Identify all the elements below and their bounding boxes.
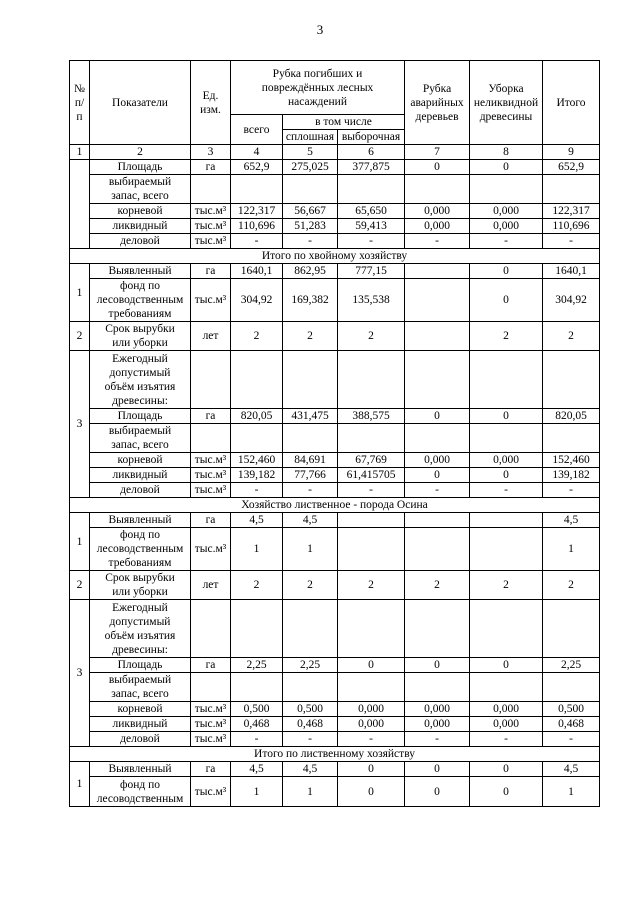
unit-cell: тыс.м³ [191, 279, 231, 322]
value-cell-c5: 862,95 [283, 264, 338, 279]
value-cell-c4: 139,182 [231, 468, 283, 483]
value-cell-c5: 2,25 [283, 658, 338, 673]
value-cell-c4 [231, 175, 283, 204]
value-cell-c7: 2 [405, 571, 470, 600]
value-cell-c7 [405, 600, 470, 658]
unit-cell: га [191, 160, 231, 175]
value-cell-c8: 0 [470, 264, 543, 279]
table-row [70, 702, 600, 717]
value-cell-c9: 122,317 [543, 204, 600, 219]
value-cell-c5: 169,382 [283, 279, 338, 322]
table-row [70, 528, 600, 571]
value-cell-c4: 4,5 [231, 513, 283, 528]
table-row [70, 322, 600, 351]
value-cell-c6: - [338, 483, 405, 498]
column-number: 1 [70, 145, 90, 160]
value-cell-c9: - [543, 234, 600, 249]
value-cell-c8: - [470, 732, 543, 747]
value-cell-c6: - [338, 732, 405, 747]
value-cell-c7 [405, 528, 470, 571]
value-cell-c7 [405, 322, 470, 351]
value-cell-c5: 1 [283, 777, 338, 807]
value-cell-c8: 0 [470, 279, 543, 322]
value-cell-c9 [543, 673, 600, 702]
value-cell-c9: 1640,1 [543, 264, 600, 279]
value-cell-c7 [405, 175, 470, 204]
value-cell-c9: - [543, 732, 600, 747]
section-title-row [70, 747, 600, 762]
value-cell-c4: 2 [231, 322, 283, 351]
indicator-cell: Срок вырубки или уборки [90, 571, 191, 600]
indicator-cell: Площадь [90, 409, 191, 424]
column-number: 5 [283, 145, 338, 160]
unit-cell: га [191, 264, 231, 279]
value-cell-c6: 135,538 [338, 279, 405, 322]
indicator-cell: Площадь [90, 160, 191, 175]
value-cell-c9 [543, 424, 600, 453]
value-cell-c4: - [231, 732, 283, 747]
value-cell-c6 [338, 673, 405, 702]
header-num: № п/п [70, 61, 90, 145]
value-cell-c9: 0,468 [543, 717, 600, 732]
indicator-cell: ликвидный [90, 468, 191, 483]
value-cell-c9: 4,5 [543, 513, 600, 528]
table-row [70, 219, 600, 234]
value-cell-c7: 0 [405, 468, 470, 483]
value-cell-c8: - [470, 234, 543, 249]
value-cell-c4 [231, 351, 283, 409]
indicator-cell: Ежегодный допустимый объём изъятия древесины: [90, 600, 191, 658]
indicator-cell: выбираемый запас, всего [90, 175, 191, 204]
value-cell-c4: 1 [231, 528, 283, 571]
indicator-cell: деловой [90, 483, 191, 498]
value-cell-c9: - [543, 483, 600, 498]
table-row [70, 424, 600, 453]
value-cell-c7 [405, 513, 470, 528]
indicator-cell: ликвидный [90, 717, 191, 732]
value-cell-c5: 84,691 [283, 453, 338, 468]
value-cell-c7: 0,000 [405, 702, 470, 717]
value-cell-c8: 0,000 [470, 204, 543, 219]
value-cell-c6: 2 [338, 571, 405, 600]
column-number: 8 [470, 145, 543, 160]
value-cell-c6 [338, 513, 405, 528]
value-cell-c7: 0 [405, 409, 470, 424]
indicator-cell: Выявленный [90, 762, 191, 777]
value-cell-c9: 110,696 [543, 219, 600, 234]
value-cell-c4: 652,9 [231, 160, 283, 175]
value-cell-c8 [470, 673, 543, 702]
value-cell-c6: 0,000 [338, 717, 405, 732]
value-cell-c9: 304,92 [543, 279, 600, 322]
row-number: 1 [70, 762, 90, 807]
header-incl: в том числе [283, 115, 405, 130]
indicator-cell: корневой [90, 453, 191, 468]
value-cell-c5 [283, 424, 338, 453]
indicator-cell: ликвидный [90, 219, 191, 234]
value-cell-c6: 388,575 [338, 409, 405, 424]
value-cell-c9: 0,500 [543, 702, 600, 717]
value-cell-c6: 0 [338, 777, 405, 807]
header-group: Рубка погибших и повреждённых лесных насаждений [231, 61, 405, 115]
value-cell-c5: 56,667 [283, 204, 338, 219]
value-cell-c6: 777,15 [338, 264, 405, 279]
value-cell-c6 [338, 600, 405, 658]
value-cell-c4: 2 [231, 571, 283, 600]
column-number: 2 [90, 145, 191, 160]
indicator-cell: фонд по лесоводственным требованиям [90, 279, 191, 322]
value-cell-c5 [283, 673, 338, 702]
section-title: Хозяйство лиственное - порода Осина [70, 498, 600, 513]
value-cell-c9 [543, 600, 600, 658]
column-number: 4 [231, 145, 283, 160]
column-number: 9 [543, 145, 600, 160]
row-number: 1 [70, 513, 90, 571]
value-cell-c5: 4,5 [283, 513, 338, 528]
indicator-cell: Срок вырубки или уборки [90, 322, 191, 351]
value-cell-c4: 0,468 [231, 717, 283, 732]
value-cell-c7: - [405, 234, 470, 249]
value-cell-c4: 1 [231, 777, 283, 807]
value-cell-c5 [283, 175, 338, 204]
value-cell-c6 [338, 351, 405, 409]
unit-cell: лет [191, 571, 231, 600]
section-title-row [70, 249, 600, 264]
page-number: 3 [316, 22, 324, 37]
value-cell-c8: - [470, 483, 543, 498]
header-unit: Ед. изм. [191, 61, 231, 145]
value-cell-c5: 431,475 [283, 409, 338, 424]
value-cell-c8: 0,000 [470, 717, 543, 732]
value-cell-c8: 0,000 [470, 453, 543, 468]
indicator-cell: Выявленный [90, 513, 191, 528]
value-cell-c9 [543, 175, 600, 204]
value-cell-c8 [470, 175, 543, 204]
value-cell-c5: 77,766 [283, 468, 338, 483]
value-cell-c8: 0 [470, 658, 543, 673]
indicator-cell: деловой [90, 732, 191, 747]
value-cell-c5: 0,468 [283, 717, 338, 732]
header-itogo: Итого [543, 61, 600, 145]
unit-cell [191, 673, 231, 702]
unit-cell [191, 424, 231, 453]
value-cell-c6: 2 [338, 322, 405, 351]
value-cell-c8 [470, 513, 543, 528]
value-cell-c5: - [283, 483, 338, 498]
table-row [70, 658, 600, 673]
value-cell-c9: 1 [543, 528, 600, 571]
header-solid: сплошная [283, 130, 338, 145]
table-row [70, 513, 600, 528]
indicator-cell: фонд по лесоводственным [90, 777, 191, 807]
value-cell-c7: 0 [405, 160, 470, 175]
column-number: 6 [338, 145, 405, 160]
value-cell-c9: 4,5 [543, 762, 600, 777]
indicator-cell: выбираемый запас, всего [90, 673, 191, 702]
value-cell-c8: 2 [470, 571, 543, 600]
value-cell-c4: 4,5 [231, 762, 283, 777]
value-cell-c8: 2 [470, 322, 543, 351]
value-cell-c6: 377,875 [338, 160, 405, 175]
value-cell-c9: 139,182 [543, 468, 600, 483]
value-cell-c5 [283, 351, 338, 409]
value-cell-c6: 67,769 [338, 453, 405, 468]
unit-cell: тыс.м³ [191, 453, 231, 468]
table-row [70, 279, 600, 322]
value-cell-c7 [405, 351, 470, 409]
value-cell-c7 [405, 264, 470, 279]
value-cell-c6: 0 [338, 762, 405, 777]
value-cell-c5: 275,025 [283, 160, 338, 175]
header-selective: выборочная [338, 130, 405, 145]
value-cell-c8 [470, 351, 543, 409]
header-total: всего [231, 115, 283, 145]
table-row [70, 264, 600, 279]
table-row [70, 732, 600, 747]
table-row [70, 409, 600, 424]
table-row [70, 204, 600, 219]
unit-cell: тыс.м³ [191, 204, 231, 219]
value-cell-c4: 304,92 [231, 279, 283, 322]
table-row [70, 175, 600, 204]
table-row [70, 483, 600, 498]
value-cell-c8: 0,000 [470, 702, 543, 717]
unit-cell [191, 600, 231, 658]
value-cell-c4: 820,05 [231, 409, 283, 424]
value-cell-c4: 152,460 [231, 453, 283, 468]
indicator-cell: Выявленный [90, 264, 191, 279]
unit-cell: тыс.м³ [191, 483, 231, 498]
value-cell-c4: 0,500 [231, 702, 283, 717]
value-cell-c8: 0,000 [470, 219, 543, 234]
value-cell-c9 [543, 351, 600, 409]
row-number: 1 [70, 264, 90, 322]
value-cell-c5: - [283, 732, 338, 747]
value-cell-c5: 2 [283, 322, 338, 351]
unit-cell: тыс.м³ [191, 732, 231, 747]
value-cell-c8 [470, 600, 543, 658]
value-cell-c6 [338, 424, 405, 453]
unit-cell: га [191, 409, 231, 424]
value-cell-c6: 59,413 [338, 219, 405, 234]
indicator-cell: фонд по лесоводственным требованиям [90, 528, 191, 571]
table-row [70, 762, 600, 777]
unit-cell: га [191, 658, 231, 673]
value-cell-c4 [231, 424, 283, 453]
value-cell-c7 [405, 279, 470, 322]
value-cell-c5 [283, 600, 338, 658]
value-cell-c5: 51,283 [283, 219, 338, 234]
indicator-cell: Ежегодный допустимый объём изъятия древесины: [90, 351, 191, 409]
indicator-cell: корневой [90, 204, 191, 219]
value-cell-c4 [231, 673, 283, 702]
table-row [70, 600, 600, 658]
value-cell-c5: 0,500 [283, 702, 338, 717]
unit-cell: лет [191, 322, 231, 351]
value-cell-c7: 0 [405, 777, 470, 807]
header-cleaning: Уборка неликвидной древесины [470, 61, 543, 145]
value-cell-c7: 0,000 [405, 453, 470, 468]
value-cell-c8 [470, 424, 543, 453]
value-cell-c6: 0,000 [338, 702, 405, 717]
unit-cell: га [191, 762, 231, 777]
value-cell-c6: 0 [338, 658, 405, 673]
table-row [70, 468, 600, 483]
row-number: 2 [70, 322, 90, 351]
row-number: 3 [70, 600, 90, 747]
value-cell-c6: - [338, 234, 405, 249]
unit-cell: тыс.м³ [191, 234, 231, 249]
unit-cell: тыс.м³ [191, 219, 231, 234]
value-cell-c4: - [231, 234, 283, 249]
value-cell-c7 [405, 424, 470, 453]
value-cell-c7: - [405, 483, 470, 498]
value-cell-c5: 1 [283, 528, 338, 571]
unit-cell: тыс.м³ [191, 717, 231, 732]
value-cell-c7 [405, 673, 470, 702]
value-cell-c9: 152,460 [543, 453, 600, 468]
value-cell-c7: 0,000 [405, 717, 470, 732]
indicator-cell: Площадь [90, 658, 191, 673]
unit-cell: тыс.м³ [191, 528, 231, 571]
table-row [70, 777, 600, 807]
value-cell-c7: 0 [405, 658, 470, 673]
value-cell-c5: 4,5 [283, 762, 338, 777]
table-row [70, 453, 600, 468]
value-cell-c9: 652,9 [543, 160, 600, 175]
value-cell-c5: 2 [283, 571, 338, 600]
unit-cell: тыс.м³ [191, 777, 231, 807]
value-cell-c4: 122,317 [231, 204, 283, 219]
section-title: Итого по хвойному хозяйству [70, 249, 600, 264]
value-cell-c8: 0 [470, 160, 543, 175]
row-number: 3 [70, 351, 90, 498]
value-cell-c8: 0 [470, 777, 543, 807]
unit-cell: тыс.м³ [191, 468, 231, 483]
value-cell-c7: 0 [405, 762, 470, 777]
value-cell-c8: 0 [470, 468, 543, 483]
value-cell-c4 [231, 600, 283, 658]
value-cell-c8: 0 [470, 762, 543, 777]
value-cell-c5: - [283, 234, 338, 249]
value-cell-c4: 110,696 [231, 219, 283, 234]
value-cell-c6: 65,650 [338, 204, 405, 219]
value-cell-c9: 2,25 [543, 658, 600, 673]
column-number: 7 [405, 145, 470, 160]
unit-cell: га [191, 513, 231, 528]
value-cell-c4: - [231, 483, 283, 498]
value-cell-c9: 2 [543, 322, 600, 351]
indicator-cell: деловой [90, 234, 191, 249]
value-cell-c7: - [405, 732, 470, 747]
value-cell-c4: 2,25 [231, 658, 283, 673]
indicator-cell: выбираемый запас, всего [90, 424, 191, 453]
table-row [70, 717, 600, 732]
value-cell-c9: 2 [543, 571, 600, 600]
value-cell-c6 [338, 528, 405, 571]
value-cell-c4: 1640,1 [231, 264, 283, 279]
column-number: 3 [191, 145, 231, 160]
value-cell-c7: 0,000 [405, 219, 470, 234]
value-cell-c6 [338, 175, 405, 204]
value-cell-c8: 0 [470, 409, 543, 424]
forest-harvest-table [69, 60, 600, 807]
value-cell-c9: 820,05 [543, 409, 600, 424]
section-title: Итого по лиственному хозяйству [70, 747, 600, 762]
table-row [70, 673, 600, 702]
table-row [70, 571, 600, 600]
unit-cell [191, 351, 231, 409]
value-cell-c8 [470, 528, 543, 571]
header-row [70, 61, 600, 115]
table-row [70, 351, 600, 409]
column-number-row [70, 145, 600, 160]
unit-cell [191, 175, 231, 204]
row-number: 2 [70, 571, 90, 600]
indicator-cell: корневой [90, 702, 191, 717]
table-row [70, 160, 600, 175]
value-cell-c6: 61,415705 [338, 468, 405, 483]
table-row [70, 234, 600, 249]
value-cell-c7: 0,000 [405, 204, 470, 219]
unit-cell: тыс.м³ [191, 702, 231, 717]
header-indicators: Показатели [90, 61, 191, 145]
value-cell-c9: 1 [543, 777, 600, 807]
section-title-row [70, 498, 600, 513]
header-emergency: Рубка аварийных деревьев [405, 61, 470, 145]
row-number-empty [70, 160, 90, 249]
